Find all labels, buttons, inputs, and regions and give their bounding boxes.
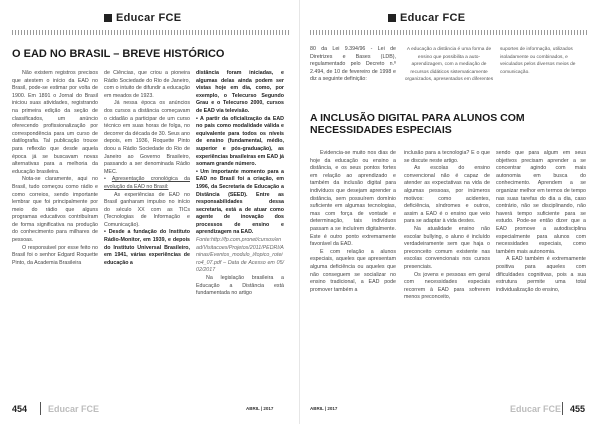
left-footer-date: ABRIL | 2017 bbox=[246, 406, 274, 411]
chronology-heading: Apresentação cronológica da evolução da EAD no Brasil: bbox=[104, 176, 190, 190]
left-footer-brand bbox=[48, 404, 99, 414]
right-col1-paragraph: E com relação a alunos especiais, aqueles que apresentam alguma deficiência ou aqueles que não conseguem se socializar no ensino tradicional, a EAD pode promover também a bbox=[310, 248, 396, 293]
left-column-3 bbox=[196, 70, 284, 298]
right-column-3 bbox=[496, 150, 586, 294]
right-footer-brand-text: Educar FCE bbox=[510, 404, 562, 414]
left-footer-divider bbox=[40, 402, 41, 415]
left-article-title: O EAD NO BRASIL – BREVE HISTÓRICO bbox=[12, 48, 225, 60]
left-column-2 bbox=[104, 70, 190, 267]
right-footer bbox=[570, 404, 585, 414]
right-quote-text-cont: suportes de informação, utilizados isoladamente ou combinados, e veiculados pelos diversos meios de comunicação. bbox=[500, 47, 576, 75]
left-footer-brand-text: Educar FCE bbox=[48, 404, 100, 414]
right-quote-text: A educação a distância é uma forma de ensino que possibilita a auto-aprendizagem, com a mediação de recursos didáticos sistematicamente organizados, apresentados em diferentes bbox=[404, 47, 494, 83]
left-header-brand: Educar FCE bbox=[116, 12, 182, 24]
left-col1-paragraph: O responsável por esse feito no Brasil foi o senhor Edgard Roquette Pinto, da Academia Brasileira bbox=[12, 244, 98, 266]
left-col2-paragraph: de Ciências, que criou a pioneira Rádio Sociedade do Rio de Janeiro, com o intuito de difundir a educação em meados de 1923. bbox=[104, 70, 190, 99]
left-header-rule bbox=[12, 30, 290, 35]
left-col3-paragraph: distância foram iniciadas, e algumas delas ainda podem ser vistas hoje em dia, como, por exemplo, o Telecurso Segundo Grau e o Telecurso 2000, cursos de EAD via televisão. bbox=[196, 70, 284, 114]
left-col2-paragraph: Já nessa época os anúncios dos cursos a distância começavam o cidadão a participar de um curso técnico em suas horas de folga, no decorrer da década de 30. Seus ano depois, em 1936, Roquette Pinto doou a Rádio Sociedade do Rio de Janeiro ao Governo Brasileiro, passando a ser denominada Rádio MEC. bbox=[104, 100, 190, 175]
right-column-2 bbox=[404, 150, 490, 302]
right-footer-date: ABRIL | 2017 bbox=[310, 406, 338, 411]
right-col2-paragraph: Os jovens e pessoas em geral com necessidades especiais recorrem à EAD para sofrerem menos preconceito, bbox=[404, 271, 490, 301]
right-page bbox=[300, 0, 600, 424]
right-col1-paragraph: Evidencia-se muito nos dias de hoje da educação ou ensino a distância, e os seus pontos fortes em relação ao aprendizado e também da inclusão digital para indivíduos que desejam aprender a distância, sem possuírem domínio suficiente em algumas tecnologias, mas com força de vontade e determinação, tais indivíduos passam a se incluírem digitalmente. Este é outro ponto extremamente favorável da EAD. bbox=[310, 150, 396, 248]
left-column-1 bbox=[12, 70, 98, 267]
left-page-number: 454 bbox=[12, 404, 28, 414]
right-col3-paragraph: A EAD também é extremamente positiva para aqueles com dificuldades cognitivas, pois a sua estrutura permite uma total individualização do ensino, bbox=[496, 256, 586, 293]
source-citation: Fonte:http://fp.com.pronet/cursos/enad/Visitacoes/Projetos/2011/PEDRI/Aninas/Eventos_modulo_i/topico_roteiro4_07.pdf – Data de Acesso em 05/02/2017 bbox=[196, 237, 284, 274]
bullet-prefix: • bbox=[104, 176, 112, 183]
right-top-column-3 bbox=[500, 46, 588, 76]
left-footer bbox=[12, 404, 27, 414]
left-col3-paragraph: Na legislação brasileira a Educação a Distância está fundamentada no artigo bbox=[196, 275, 284, 297]
right-top-paragraph: 80 da Lei 9.394/96 - Lei de Diretrizes e Bases (LDB), regulamentado pelo Decreto n.º 2.494, de 10 de fevereiro de 1998 e diz a seguinte definição: bbox=[310, 46, 396, 83]
right-article-title: A INCLUSÃO DIGITAL PARA ALUNOS COM NECESSIDADES ESPECIAIS bbox=[310, 112, 525, 136]
right-header-rule bbox=[310, 30, 588, 35]
left-col1-paragraph: Não existem registros precisos que atestem o início da EAD no Brasil, pode-se estimar por volta de 1900. Em 1891 o Jornal do Brasil iniciou suas atividades, registrando na primeira edição da seção de classificados, um anúncio oferecendo profissionalização por correspondência para um curso de datilografia. Tal publicação trouxe para reflexão que desde aquela época já se buscavam novas alternativas para a melhoria da educação brasileira. bbox=[12, 70, 98, 175]
right-header-brand: Educar FCE bbox=[400, 12, 466, 24]
left-col2-paragraph: As experiências de EAD no Brasil ganharam impulso no início do século XX com as TICs (Tecnologias de Informação e Comunicação). bbox=[104, 191, 190, 228]
right-col3-paragraph: sendo que para algum em seus objetivos precisam aprender a se concentrar agindo com mais autonomia em busca do conhecimento. Aprendem a se organizar melhor em termos de tempo nas suas tarefas do dia a dia, caso contrário, não se disciplinando, não haverá tempo suficiente para se estudo. Pode-se então dizer que a EAD promove a autodisciplina especialmente para alunos com necessidades especiais, como também mais autonomia. bbox=[496, 150, 586, 255]
right-top-column-1 bbox=[310, 46, 396, 84]
right-col2-paragraph: As escolas do ensino convencional não é capaz de atender as expectativas na vida de algumas pessoas, por inúmeros motivos: como acidentes, deficiência, síndromes e outros, assim a EAD é o ensino que veio para se adaptar à vida destes. bbox=[404, 165, 490, 225]
left-col3-bullet: • A partir da oficialização da EAD no país como modalidade válida e equivalente para todos os níveis de ensino (fundamental, médio, superior e pós-graduação), as experiências brasileiras em EAD já somam grande número. bbox=[196, 115, 284, 168]
left-col1-paragraph: Nota-se claramente, aqui no Brasil, tudo começou como rádio e como correios, sendo importante lembrar que foi principalmente por meio do rádio que alguns programas educativos contribuíram de forma significativa na produção do conhecimento para milhares de pessoas. bbox=[12, 176, 98, 244]
left-col2-bullet: • Desde a fundação do Instituto Rádio-Monitor, em 1939, e depois do Instituto Universal Brasileiro, em 1941, várias experiências de educação a bbox=[104, 229, 190, 266]
right-col2-paragraph: Na atualidade ensino não escolar bullying, o aluno é incluído verdadeiramente sem que haja o preconceito comum existente nas escolas convencionais nos cursos presenciais. bbox=[404, 225, 490, 270]
right-col2-paragraph: inclusão para a tecnologia? E o que se discute neste artigo. bbox=[404, 150, 490, 164]
left-col3-bullet: • Um importante momento para a EAD no Brasil foi a criação, em 1996, da Secretaria de Educação a Distância (SEED). Entre as responsabilidades dessa secretaria, está a de atuar como agente de inovação dos processos de ensino e aprendizagem na EAD. bbox=[196, 168, 284, 236]
right-page-number: 455 bbox=[570, 404, 586, 414]
right-footer-brand bbox=[510, 404, 561, 414]
square-bullet-icon bbox=[388, 14, 396, 22]
left-header bbox=[104, 12, 181, 24]
square-bullet-icon bbox=[104, 14, 112, 22]
right-header bbox=[388, 12, 465, 24]
right-footer-divider bbox=[562, 402, 563, 415]
right-column-1 bbox=[310, 150, 396, 294]
right-top-quote bbox=[404, 46, 494, 84]
